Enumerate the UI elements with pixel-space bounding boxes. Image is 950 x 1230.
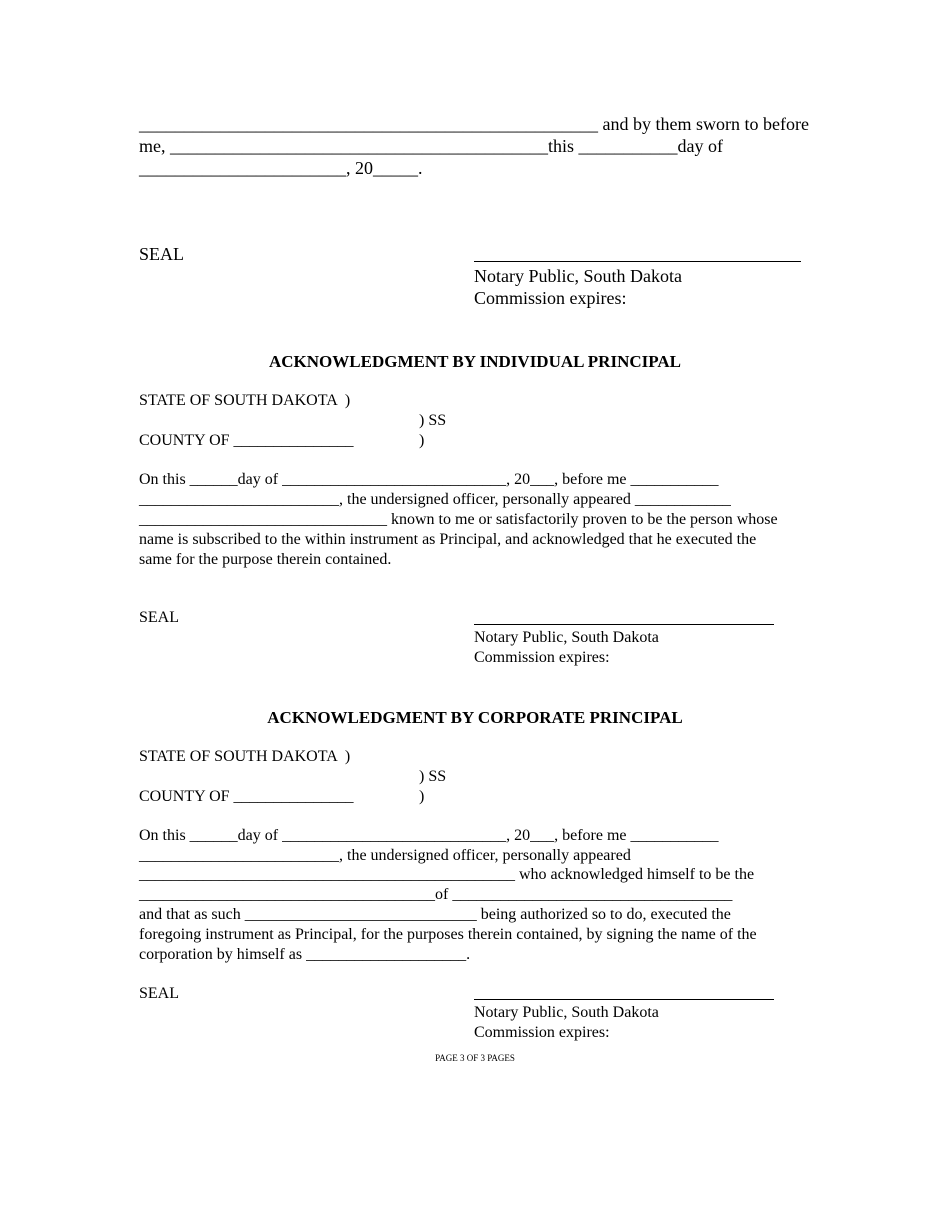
corporate-heading: ACKNOWLEDGMENT BY CORPORATE PRINCIPAL <box>267 708 683 727</box>
state-line: STATE OF SOUTH DAKOTA ) <box>139 748 351 765</box>
jurat-line-3: _______________________, 20_____. <box>139 158 423 178</box>
page-number: PAGE 3 OF 3 PAGES <box>435 1053 515 1063</box>
paragraph-line: On this ______day of ____________________________, 20___, before me ___________ <box>139 471 719 488</box>
ss-marker: ) SS <box>419 768 447 785</box>
signature-line <box>474 999 774 1000</box>
signature-line <box>474 261 801 262</box>
ss-marker: ) SS <box>419 412 447 429</box>
paragraph-line: same for the purpose therein contained. <box>139 551 392 568</box>
paragraph-line: _________________________, the undersigned officer, personally appeared <box>139 847 631 864</box>
county-paren: ) <box>419 788 425 805</box>
seal-label: SEAL <box>139 244 184 264</box>
paragraph-line: and that as such _____________________________ being authorized so to do, executed the <box>139 906 731 923</box>
county-paren: ) <box>419 432 425 449</box>
paragraph-line: _______________________________________________ who acknowledged himself to be the <box>139 866 755 883</box>
notary-title: Notary Public, South Dakota <box>474 629 659 646</box>
seal-label: SEAL <box>139 609 179 626</box>
jurat-line-2: me, __________________________________________this ___________day of <box>139 136 723 156</box>
seal-label: SEAL <box>139 985 179 1002</box>
notary-title: Notary Public, South Dakota <box>474 266 682 286</box>
paragraph-line: _______________________________ known to me or satisfactorily proven to be the person whose <box>139 511 778 528</box>
paragraph-line: name is subscribed to the within instrument as Principal, and acknowledged that he executed the <box>139 531 757 548</box>
commission-expires: Commission expires: <box>474 288 627 308</box>
notary-title: Notary Public, South Dakota <box>474 1004 659 1021</box>
county-line: COUNTY OF _______________ <box>139 788 354 805</box>
county-line: COUNTY OF _______________ <box>139 432 354 449</box>
paragraph-line: _________________________, the undersigned officer, personally appeared ____________ <box>139 491 731 508</box>
paragraph-line: _____________________________________of ___________________________________ <box>139 886 733 903</box>
state-line: STATE OF SOUTH DAKOTA ) <box>139 392 351 409</box>
individual-heading: ACKNOWLEDGMENT BY INDIVIDUAL PRINCIPAL <box>269 352 681 371</box>
paragraph-line: foregoing instrument as Principal, for the purposes therein contained, by signing the name of the <box>139 926 757 943</box>
commission-expires: Commission expires: <box>474 1024 610 1041</box>
paragraph-line: corporation by himself as ____________________. <box>139 946 471 963</box>
signature-line <box>474 624 774 625</box>
commission-expires: Commission expires: <box>474 649 610 666</box>
jurat-line-1: ___________________________________________________ and by them sworn to before <box>139 114 809 134</box>
paragraph-line: On this ______day of ____________________________, 20___, before me ___________ <box>139 827 719 844</box>
